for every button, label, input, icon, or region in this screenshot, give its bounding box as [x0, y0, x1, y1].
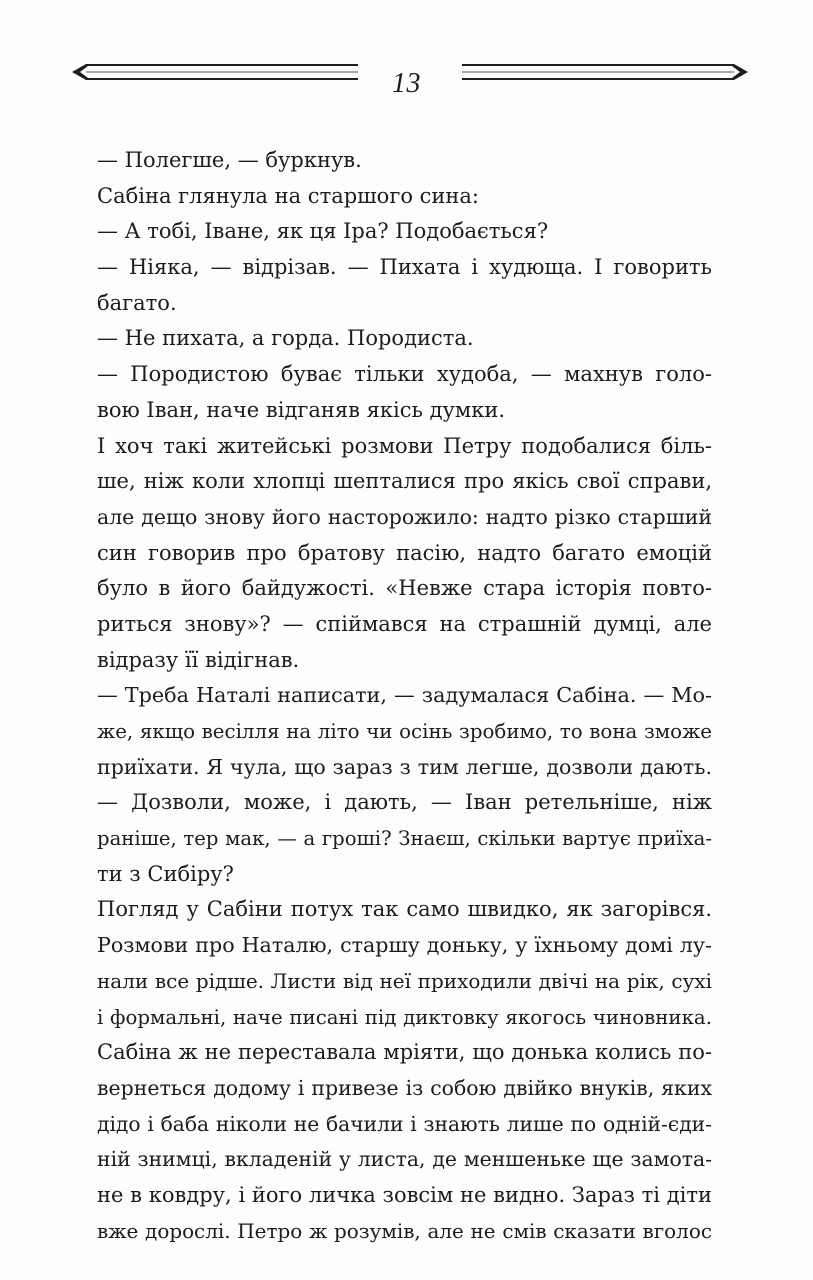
- text-line: — Ніяка, — відрізав. — Пихата і худюща. І говорить: [97, 255, 712, 280]
- text-line: же, якщо весілля на літо чи осінь зробимо, то вона зможе: [97, 720, 712, 743]
- text-line: ній знимці, вкладеній у листа, де меншеньке ще замота-: [97, 1147, 712, 1172]
- text-line: Погляд у Сабіни потух так само швидко, як загорівся.: [97, 897, 712, 922]
- text-line: дідо і баба ніколи не бачили і знають лише по одній-єди-: [97, 1111, 712, 1136]
- text-line: — Треба Наталі написати, — задумалася Сабіна. — Мо-: [97, 683, 712, 708]
- text-line: було в його байдужості. «Невже стара історія повто-: [97, 576, 712, 601]
- text-line: — Дозволи, може, і дають, — Іван ретельніше, ніж: [97, 790, 712, 815]
- page-header: [0, 60, 813, 110]
- text-line: ти з Сибіру?: [97, 861, 234, 886]
- text-line: вернеться додому і привезе із собою двійко внуків, яких: [97, 1075, 712, 1100]
- text-line: раніше, тер мак, — а гроші? Знаєш, скільки вартує приїха-: [97, 827, 712, 851]
- text-line: Сабіна ж не переставала мріяти, що донька колись по-: [97, 1040, 712, 1065]
- text-line: Сабіна глянула на старшого сина:: [97, 183, 479, 208]
- text-line: нали все рідше. Листи від неї приходили двічі на рік, сухі: [97, 968, 712, 993]
- text-line: приїхати. Я чула, що зараз з тим легше, дозволи дають.: [97, 754, 712, 779]
- text-line: — Породистою буває тільки худоба, — махнув голо-: [97, 362, 712, 387]
- text-line: вже дорослі. Петро ж розумів, але не смів сказати вголос: [97, 1219, 712, 1243]
- text-line: багато.: [97, 290, 177, 315]
- text-line: але дещо знову його насторожило: надто різко старший: [97, 504, 712, 529]
- page-number: 13: [392, 68, 421, 99]
- text-line: — Не пихата, а горда. Породиста.: [97, 326, 474, 351]
- header-rule-right: [460, 60, 750, 84]
- text-line: — А тобі, Іване, як ця Іра? Подобається?: [97, 219, 549, 244]
- text-line: не в ковдру, і його личка зовсім не видно. Зараз ті діти: [97, 1182, 712, 1207]
- text-line: — Полегше, — буркнув.: [97, 148, 362, 172]
- text-line: Розмови про Наталю, старшу доньку, у їхньому домі лу-: [97, 933, 712, 958]
- text-line: син говорив про братову пасію, надто багато емоцій: [97, 540, 712, 565]
- text-line: риться знову»? — спіймався на страшній думці, але: [97, 611, 712, 636]
- body-text: [97, 143, 712, 1249]
- text-line: ше, ніж коли хлопці шепталися про якісь свої справи,: [97, 469, 712, 494]
- text-line: відразу її відігнав.: [97, 647, 300, 672]
- text-line: вою Іван, наче відганяв якісь думки.: [97, 397, 506, 422]
- text-line: І хоч такі житейські розмови Петру подобалися біль-: [97, 433, 712, 458]
- text-line: і формальні, наче писані під диктовку якогось чиновника.: [97, 1005, 712, 1029]
